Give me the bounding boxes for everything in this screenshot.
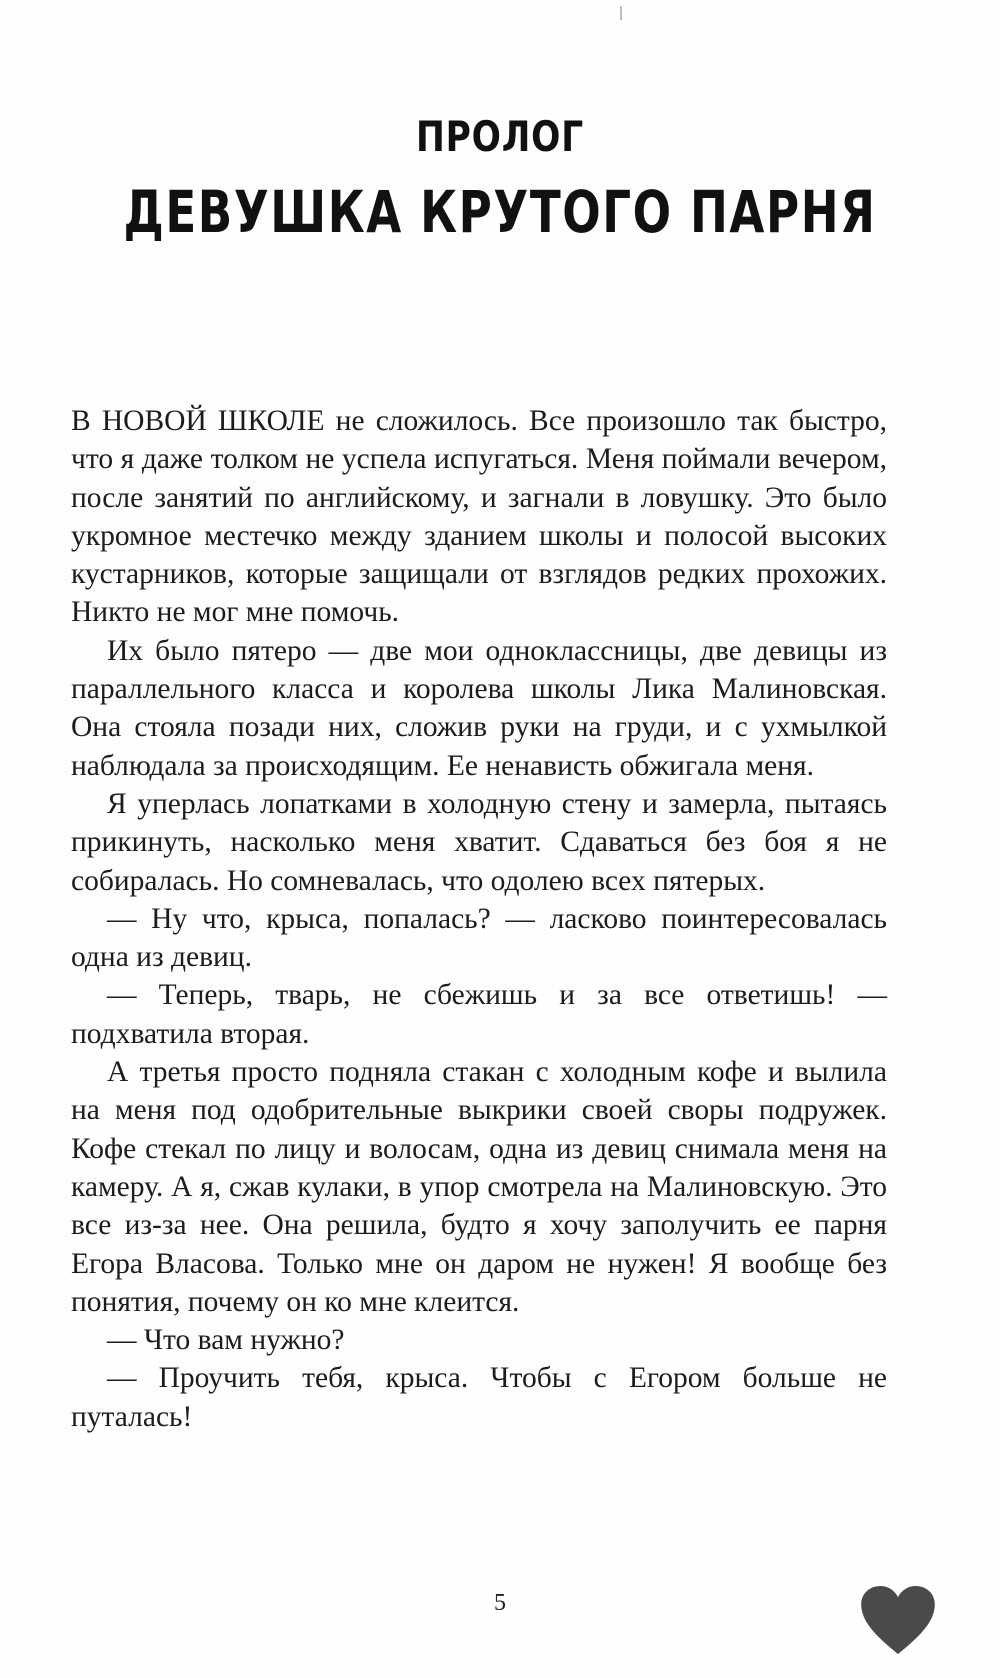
paragraph: Их было пятеро — две мои одноклассницы, две девицы из параллельного класса и королева школы Лика Малиновская. Она стояла позади них, сложив руки на груди, и с ухмылкой наблюдала за происходящим. Ее ненависть обжигала меня. [71, 634, 887, 782]
chapter-body [71, 402, 887, 1436]
chapter-title: ДЕВУШКА КРУТОГО ПАРНЯ [123, 178, 877, 246]
chapter-label: ПРОЛОГ [415, 112, 585, 161]
paragraph: Я уперлась лопатками в холодную стену и замерла, пытаясь прикинуть, насколько меня хватит. Сдаваться без боя я не собиралась. Но сомневалась, что одолею всех пятерых. [71, 787, 887, 897]
heart-icon [858, 1582, 938, 1662]
paragraph: — Ну что, крыса, попалась? — ласково поинтересовалась одна из девиц. [71, 902, 887, 974]
crop-mark [620, 6, 622, 20]
paragraph: — Проучить тебя, крыса. Чтобы с Егором больше не путалась! [71, 1362, 887, 1433]
paragraph: А третья просто подняла стакан с холодным кофе и вылила на меня под одобрительные выкрики своей своры подружек. Кофе стекал по лицу и волосам, одна из девиц снимала меня на камеру. А я, сжав кулаки, в упор смотрела на Малиновскую. Это все из-за нее. Она решила, будто я хочу заполучить ее парня Егора Власова. Только мне он даром не нужен! Я вообще без понятия, почему он ко мне клеится. [71, 1056, 887, 1318]
paragraph: — Теперь, тварь, не сбежишь и за все ответишь! — подхватила вторая. [71, 979, 887, 1050]
page-number: 5 [494, 1590, 506, 1616]
paragraph: — Что вам нужно? [107, 1324, 345, 1357]
paragraph: В НОВОЙ ШКОЛЕ не сложилось. Все произошло так быстро, что я даже толком не успела испугаться. Меня поймали вечером, после занятий по английскому, и загнали в ловушку. Это было укромное местечко между зданием школы и полосой высоких кустарников, которые защищали от взглядов редких прохожих. Никто не мог мне помочь. [71, 405, 887, 629]
